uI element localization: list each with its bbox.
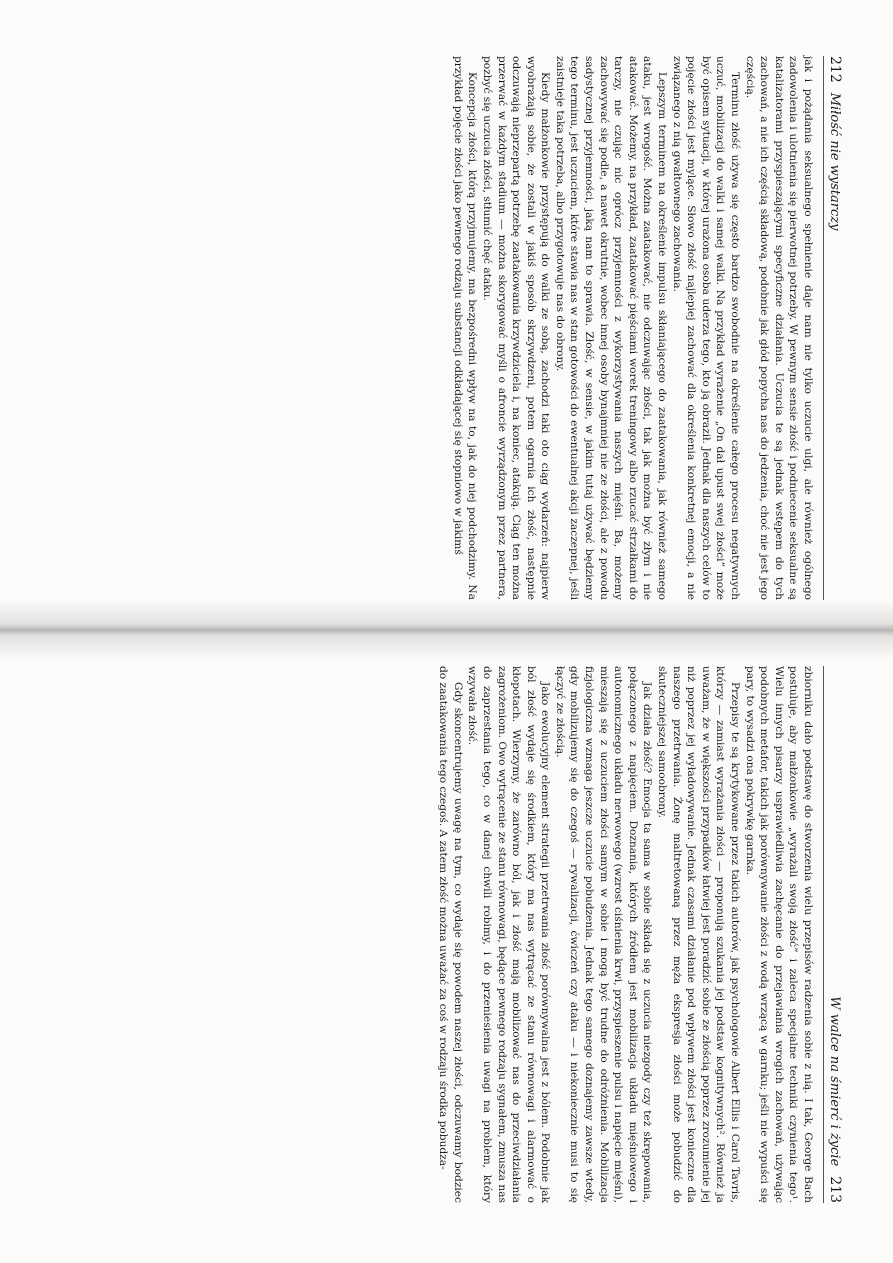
left-body-text: [450, 56, 815, 600]
left-running-title: Miłość nie wystarczy: [827, 92, 842, 231]
left-paragraph-2: Terminu złość używa się często bardzo swobodnie na określenie całego procesu negatywnych uczuć, mobilizacji do walki i samej walki. Na przykład wyrażenie „On dał upust swej złości” może być opisem sytuacji, w której urażona osoba uderza tego, kto ją obraził. Jednak dla naszych celów to pojęcie złości jest mylące. Słowo złość najlepiej zachować dla określenia konkretnej emocji, a nie związanego z nią gwałtownego zachowania.: [670, 56, 742, 600]
right-page-number: 213: [827, 1176, 843, 1203]
right-body-text: [436, 666, 815, 1203]
left-running-head: [823, 56, 843, 600]
left-paragraph-4: Kiedy małżonkowie przystępują do walki ze sobą, zachodzi taki oto ciąg wydarzeń: najpierw wyobrażają sobie, że zostali w jakiś sposób skrzywdzeni, potem ogarnia ich złość, następnie odczuwają nieprzepartą potrzebę zaatakowania krzywdziciela i, na koniec, atakują. Ciąg ten można przerwać w każdym stadium — można skorygować myśli o afroncie wyrządzonym przez partnera, pozbyć się uczucia złości, stłumić chęć ataku.: [480, 56, 552, 600]
right-paragraph-5: Gdy skoncentrujemy uwagę na tym, co wydaje się powodem naszej złości, odczuwamy bodziec do zaatakowania tego czegoś. A zatem złość można uważać za coś w rodzaju środka pobudza-: [437, 666, 464, 1203]
left-paragraph-1: jak i pożądania seksualnego spełnienie daje nam nie tylko uczucie ulgi, ale również ogólnego zadowolenia i ulotnienia się pierwotnej potrzeby. W pewnym sensie złość i podniecenie seksualne są katalizatorami przyspieszającymi specyficzne działania. Uczucia te są jednak wstępem do tych zachowań, a nie ich częścią składową, podobnie jak głód popycha nas do jedzenia, choć nie jest jego częścią.: [743, 56, 814, 600]
right-running-title: W walce na śmierć i życie: [827, 996, 842, 1167]
right-paragraph-1: zbiorniku dało podstawę do stworzenia wielu przepisów radzenia sobie z nią. I tak, George Bach postuluje, aby małżonkowie „wyrażali swoją złość” i zaleca specjalne techniki czynienia tego¹. Wielu innych pisarzy usprawiedliwia zachęcanie do przejawiania wrogich zachowań, używając podobnych metafor, takich jak porównywanie złości z wodą wrzącą w garnku; jeśli nie wypuści się pary, to wysadzi ona pokrywkę garnka.: [743, 666, 814, 1203]
left-paragraph-3: Lepszym terminem na określenie impulsu skłaniającego do zaatakowania, jak również samego ataku, jest wrogość. Można zaatakować, nie odczuwając złości, tak jak można być złym i nie atakować. Możemy, na przykład, zaatakować pięściami worek treningowy albo rzucać strzałkami do tarczy, nie czując nic oprócz przyjemności z wykorzystywania naszych mięśni. Ba, możemy zachowywać się podle, a nawet okrutnie, wobec innej osoby bynajmniej nie ze złości, ale z powodu sadystycznej przyjemności, jaką nam to sprawia. Złość, w sensie, w jakim tutaj używać będziemy tego terminu, jest uczuciem, które stawia nas w stan gotowości do ewentualnej akcji zaczepnej, jeśli zaistnieje taka potrzeba, albo przygotowuje nas do obrony.: [553, 56, 669, 600]
right-paragraph-2: Przepisy te są krytykowane przez takich autorów, jak psychologowie Albert Ellis i Carol Tavris, którzy — zamiast wyrażania złości — proponują szukania jej podstaw kognitywnych². Również ja uważam, że w większości przypadków łatwiej jest poradzić sobie ze złością poprzez zrozumienie jej niż poprzez jej wyładowywanie. Jednak czasami działanie pod wpływem złości jest konieczne dla naszego przetrwania. Żonę maltretowaną przez męża ekspresja złości może pobudzić do skuteczniejszej samoobrony.: [656, 666, 742, 1203]
left-page-number: 212: [827, 56, 843, 83]
right-paragraph-3: Jak działa złość? Emocja ta sama w sobie składa się z uczucia niezgody czy też skrępowania, połączonego z napięciem. Doznania, których źródłem jest mobilizacja układu mięśniowego i autonomicznego układu nerwowego (wzrost ciśnienia krwi, przyspieszenie pulsu i napięcie mięśni), mieszają się z uczuciem złości samym w sobie i mogą być trudne do odróżnienia. Mobilizacja fizjologiczna wzmaga jeszcze uczucie pobudzenia. Jednak tego samego doznajemy zawsze wtedy, gdy mobilizujemy się do czegoś — rywalizacji, ćwiczeń czy ataku — i niekoniecznie musi to się łączyć ze złością.: [553, 666, 654, 1203]
right-paragraph-4: Jako ewolucyjny element strategii przetrwania złość porównywalna jest z bólem. Podobnie jak ból złość wydaje się środkiem, który ma nas wytrącać ze stanu równowagi i alarmować o kłopotach. Wierzymy, że zarówno ból, jak i złość mają mobilizować nas do przeciwdziałania zagrożeniom. Owo wytrącenie ze stanu równowagi, będące pewnego rodzaju sygnałem, zmusza nas do zaprzestania tego, co w danej chwili robimy, i do przeniesienia uwagi na problem, który wzywała złość.: [466, 666, 552, 1203]
left-paragraph-5: Koncepcja złości, którą przyjmujemy, ma bezpośredni wpływ na to, jak do niej podchodzimy. Na przykład pojęcie złości jako pewnego rodzaju substancji odkładającej się stopniowo w jakimś: [451, 56, 479, 600]
right-page: [0, 632, 893, 1263]
right-running-head: [823, 666, 843, 1203]
